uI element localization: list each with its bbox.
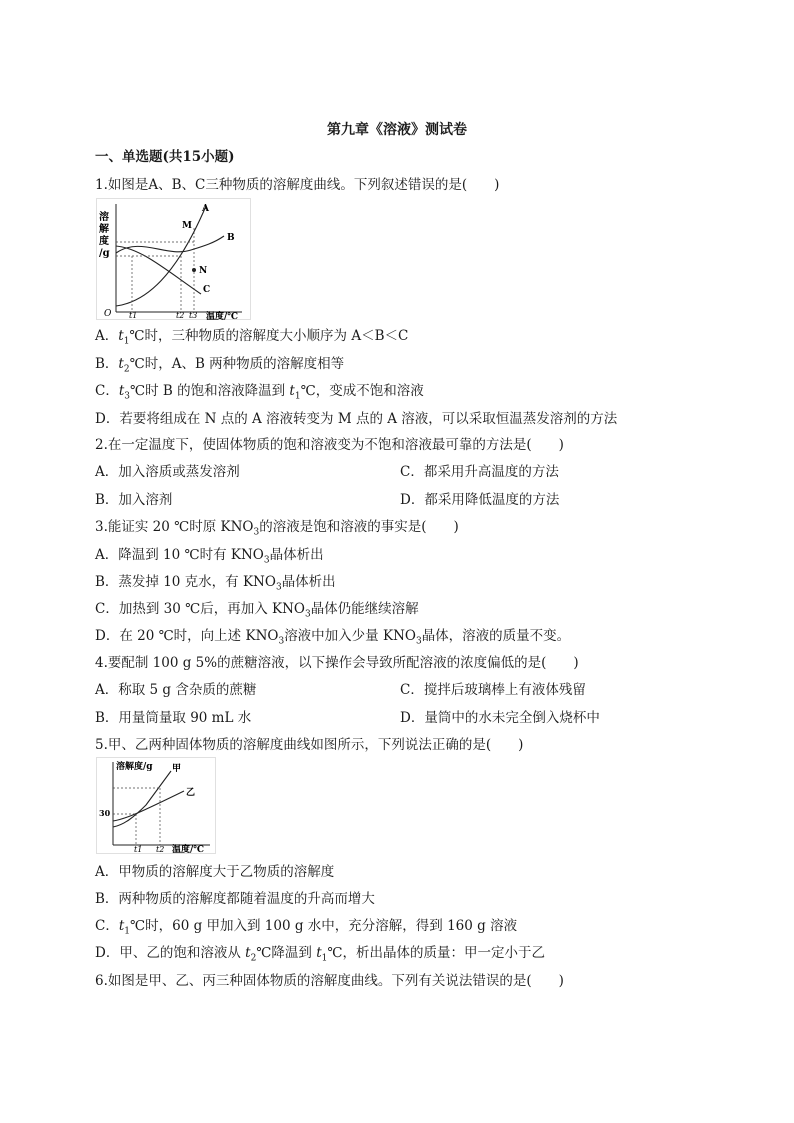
q1-point-n <box>192 268 196 272</box>
q3-option-d: D．在 20 ℃时，向上述 $KNO_3$溶液中加入少量 $KNO_3$晶体，溶液的质量不变。 <box>95 628 571 647</box>
q5-label-yi: 乙 <box>186 788 196 798</box>
q3-stem: 3.能证实 20 ℃时原 $KNO_3$的溶液是饱和溶液的事实是( ) <box>95 519 459 538</box>
q5-ytick-30: 30 <box>99 808 111 818</box>
q1-tick-t3: t3 <box>189 311 198 320</box>
q5-option-d: D．甲、乙的饱和溶液从 $t_2℃$降温到 $t_1℃$，析出晶体的质量：甲一定小于乙 <box>95 945 545 964</box>
q5-ylabel: 溶解度/g <box>116 762 153 772</box>
q1-label-m: M <box>182 221 192 231</box>
q1-solubility-figure <box>96 198 251 320</box>
q5-label-jia: 甲 <box>172 764 182 774</box>
q1-label-c: C <box>203 285 211 295</box>
q1-option-d: D．若要将组成在 N 点的 A 溶液转变为 M 点的 A 溶液，可以采取恒温蒸发溶剂的方法 <box>95 411 618 427</box>
q1-label-b: B <box>227 233 235 243</box>
q1-ylabel-2: 解 <box>99 224 109 235</box>
q1-stem: 1.如图是A、B、C三种物质的溶解度曲线。下列叙述错误的是( ) <box>95 177 500 193</box>
q5-solubility-figure <box>96 757 216 854</box>
q1-option-c: C．$t_3℃$时 B 的饱和溶液降温到 $t_1℃$，变成不饱和溶液 <box>95 383 424 402</box>
q3-option-b: B．蒸发掉 10 克水，有 $KNO_3$晶体析出 <box>95 574 336 593</box>
q4-option-d: D．量筒中的水未完全倒入烧杯中 <box>400 710 600 726</box>
q5-option-a: A．甲物质的溶解度大于乙物质的溶解度 <box>95 864 335 880</box>
q4-stem: 4.要配制 100 g 5%的蔗糖溶液，以下操作会导致所配溶液的浓度偏低的是( ) <box>95 655 579 671</box>
q1-xlabel: 温度/℃ <box>206 312 239 320</box>
q5-stem: 5.甲、乙两种固体物质的溶解度曲线如图所示，下列说法正确的是( ) <box>95 737 524 753</box>
q1-label-a: A <box>202 204 209 214</box>
q2-option-d: D．都采用降低温度的方法 <box>400 492 560 508</box>
q2-stem: 2.在一定温度下，使固体物质的饱和溶液变为不饱和溶液最可靠的方法是( ) <box>95 437 564 453</box>
q1-ylabel-3: 度 <box>99 236 109 247</box>
q1-tick-t1: t1 <box>129 311 138 320</box>
q2-option-b: B．加入溶剂 <box>95 492 173 508</box>
q2-option-a: A．加入溶质或蒸发溶剂 <box>95 464 240 480</box>
q4-option-b: B．用量筒量取 90 mL 水 <box>95 710 252 726</box>
section-heading: 一、单选题(共15小题) <box>95 149 235 165</box>
q5-option-c: C．$t_1℃$时，60 g 甲加入到 100 g 水中，充分溶解，得到 160 g 溶液 <box>95 918 518 937</box>
q5-xlabel: 温度/℃ <box>172 845 205 854</box>
q1-origin: O <box>104 309 112 319</box>
q5-tick-t2: t2 <box>156 845 165 854</box>
q3-option-c: C．加热到 30 ℃后，再加入 $KNO_3$晶体仍能继续溶解 <box>95 601 419 620</box>
q2-option-c: C．都采用升高温度的方法 <box>400 464 559 480</box>
q5-option-b: B．两种物质的溶解度都随着温度的升高而增大 <box>95 891 375 907</box>
page-title: 第九章《溶液》测试卷 <box>327 122 467 138</box>
q1-tick-t2: t2 <box>176 311 185 320</box>
q3-option-a: A．降温到 10 ℃时有 $KNO_3$晶体析出 <box>95 547 324 566</box>
q5-tick-t1: t1 <box>134 845 143 854</box>
q1-option-b: B．$t_2℃$时，A、B 两种物质的溶解度相等 <box>95 356 345 375</box>
q1-option-a: A．$t_1℃$时，三种物质的溶解度大小顺序为 A＜B＜C <box>95 328 409 347</box>
q1-ylabel-1: 溶 <box>99 212 109 223</box>
q6-stem: 6.如图是甲、乙、丙三种固体物质的溶解度曲线。下列有关说法错误的是( ) <box>95 973 564 989</box>
q1-ylabel-4: /g <box>99 248 110 259</box>
q1-label-n: N <box>199 266 208 276</box>
q4-option-a: A．称取 5 g 含杂质的蔗糖 <box>95 682 257 698</box>
q4-option-c: C．搅拌后玻璃棒上有液体残留 <box>400 682 586 698</box>
